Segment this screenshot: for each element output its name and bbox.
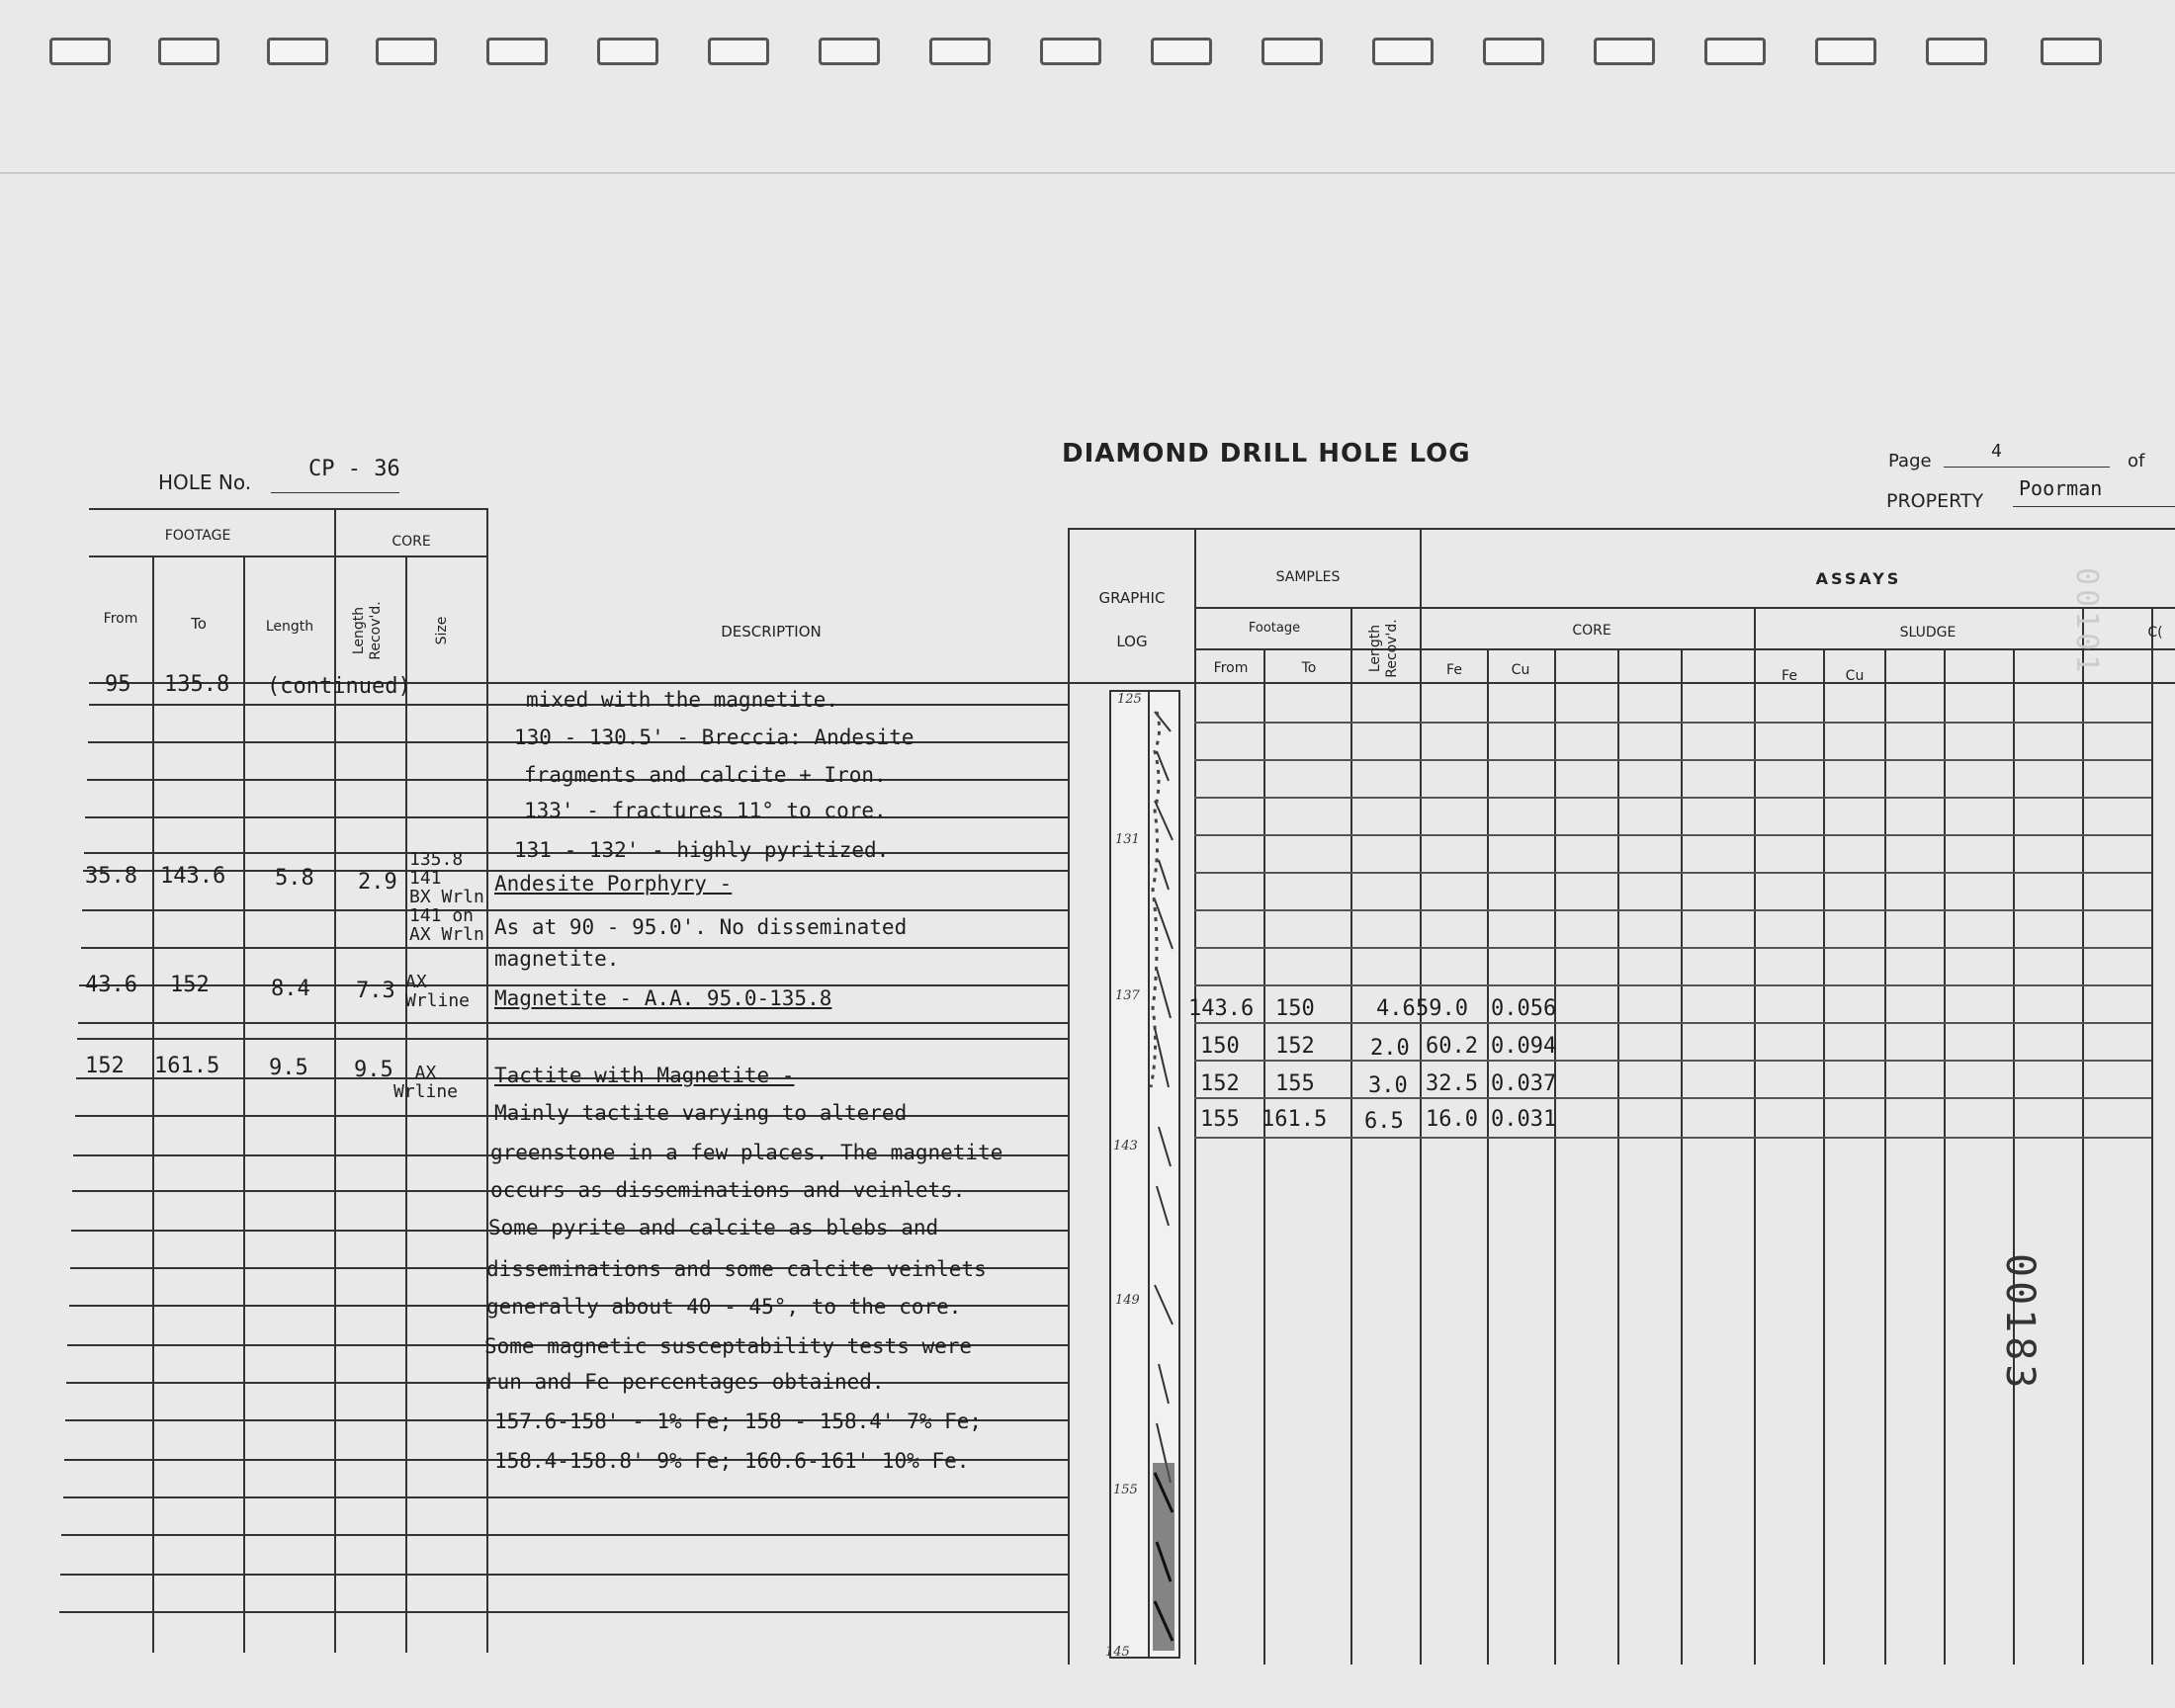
sample-to: 150	[1275, 996, 1315, 1021]
binder-punch-hole	[708, 38, 769, 65]
column-line	[1554, 648, 1556, 1665]
assay-cu: 0.031	[1491, 1107, 1557, 1132]
length-recovered-header: Length Recov'd.	[351, 601, 384, 660]
assay-row-line	[1194, 1137, 2151, 1139]
binder-punch-hole	[267, 38, 328, 65]
description-line: As at 90 - 95.0'. No disseminated	[494, 915, 908, 939]
assay-row-line	[1194, 759, 2151, 761]
assay-row-line	[1194, 872, 2151, 874]
column-line	[1681, 648, 1683, 1665]
column-line	[243, 555, 245, 1653]
samples-subheader-line	[1196, 607, 1422, 609]
sample-length: 4.6	[1376, 996, 1416, 1021]
page-label: Page	[1888, 451, 1932, 471]
column-line	[152, 555, 154, 1653]
column-line	[1944, 648, 1946, 1665]
interval-length: 5.8	[275, 866, 314, 891]
interval-length: (continued)	[267, 674, 411, 699]
assay-fe: 60.2	[1426, 1034, 1478, 1059]
column-line	[2013, 648, 2015, 1665]
description-line: Mainly tactite varying to altered	[494, 1101, 908, 1125]
interval-length: 9.5	[269, 1056, 308, 1080]
binder-punch-hole	[49, 38, 111, 65]
interval-from: 43.6	[85, 973, 137, 997]
assay-cu: 0.094	[1491, 1034, 1557, 1059]
sample-length: 6.5	[1364, 1109, 1404, 1134]
page-of-label: of	[2128, 451, 2145, 471]
description-line: 133' - fractures 11° to core.	[524, 799, 887, 822]
binder-punch-hole	[1926, 38, 1987, 65]
column-line	[1754, 607, 1756, 1665]
interval-from: 152	[85, 1054, 125, 1078]
core-header: CORE	[392, 534, 431, 550]
description-line: occurs as disseminations and veinlets.	[490, 1178, 966, 1202]
assay-fe-header: Fe	[1446, 662, 1462, 678]
interval-recovered: 2.9	[358, 870, 397, 895]
sample-to: 152	[1275, 1034, 1315, 1059]
interval-to: 143.6	[160, 864, 226, 889]
length-header: Length	[265, 619, 314, 635]
table-top-border	[89, 508, 488, 510]
table-top-border	[1068, 528, 2175, 530]
interval-from: 95	[105, 672, 131, 697]
property-underline	[2013, 506, 2175, 507]
interval-from: 35.8	[85, 864, 137, 889]
property-value: Poorman	[2019, 476, 2103, 500]
binder-punch-hole	[2041, 38, 2102, 65]
binder-punch-hole	[819, 38, 880, 65]
assay-fe: 16.0	[1426, 1107, 1478, 1132]
graphic-depth-label: 131	[1115, 832, 1140, 847]
description-line: 157.6-158' - 1% Fe; 158 - 158.4' 7% Fe;	[494, 1409, 983, 1433]
binder-punch-hole	[1151, 38, 1212, 65]
binder-punch-hole	[1704, 38, 1766, 65]
description-line: 131 - 132' - highly pyritized.	[514, 838, 890, 862]
ruled-row-line	[63, 1496, 1068, 1498]
description-line: disseminations and some calcite veinlets	[486, 1257, 987, 1281]
column-line	[1263, 648, 1265, 1665]
binder-punch-hole	[1815, 38, 1876, 65]
assays-header: ASSAYS	[1815, 569, 1902, 588]
description-unit-heading: Tactite with Magnetite -	[494, 1064, 795, 1087]
column-line	[2082, 607, 2084, 1665]
description-line: generally about 40 - 45°, to the core.	[486, 1295, 962, 1319]
samples-header: SAMPLES	[1275, 569, 1341, 585]
assay-cu: 0.037	[1491, 1071, 1557, 1096]
column-line	[1350, 607, 1352, 1665]
description-line: run and Fe percentages obtained.	[484, 1370, 885, 1394]
column-line	[1194, 528, 1196, 1665]
sheet-tear-line	[0, 172, 2175, 174]
column-line	[405, 555, 407, 1653]
binder-punch-hole	[486, 38, 548, 65]
assay-subheader-line	[1422, 607, 2175, 609]
interval-size: AX Wrline	[405, 972, 471, 1011]
samples-length-header: Length Recov'd.	[1367, 619, 1400, 678]
binder-punch-hole	[1594, 38, 1655, 65]
binder-punch-hole	[158, 38, 219, 65]
assay-row-line	[1194, 834, 2151, 836]
description-header: DESCRIPTION	[721, 623, 822, 640]
column-line	[2151, 607, 2153, 1665]
ruled-row-line	[78, 1022, 1068, 1024]
interval-to: 135.8	[164, 672, 230, 697]
graphic-depth-label: 125	[1117, 692, 1142, 707]
sludge-cu-header: Cu	[1845, 668, 1865, 684]
assay-row-line	[1194, 722, 2151, 724]
description-unit-heading: Andesite Porphyry -	[494, 872, 733, 896]
description-line: 130 - 130.5' - Breccia: Andesite	[514, 726, 914, 749]
cut-off-header: C(	[2147, 625, 2163, 640]
graphic-depth-label: 155	[1113, 1483, 1138, 1497]
samples-from-header: From	[1213, 660, 1249, 676]
graphic-depth-label: 145	[1105, 1645, 1130, 1660]
interval-length: 8.4	[271, 977, 310, 1001]
page-title: DIAMOND DRILL HOLE LOG	[1062, 439, 1471, 469]
description-line: mixed with the magnetite.	[526, 688, 839, 712]
hole-number-underline	[271, 492, 399, 493]
hole-number-label: HOLE No.	[158, 470, 252, 494]
footage-header: FOOTAGE	[164, 528, 231, 544]
sample-to: 161.5	[1262, 1107, 1328, 1132]
to-header: To	[191, 615, 207, 633]
assay-row-line	[1194, 1097, 2151, 1099]
sample-from: 150	[1200, 1034, 1240, 1059]
document-number-stamp-faint: 00101	[2069, 567, 2104, 677]
assay-row-line	[1194, 947, 2151, 949]
description-line: Some magnetic susceptability tests were	[484, 1334, 973, 1358]
assay-subheader-line	[1196, 648, 2175, 650]
assay-fe: 32.5	[1426, 1071, 1478, 1096]
ruled-row-line	[59, 1611, 1068, 1613]
description-unit-heading: Magnetite - A.A. 95.0-135.8	[494, 986, 832, 1010]
description-line: magnetite.	[494, 947, 620, 971]
ruled-row-line	[61, 1534, 1068, 1536]
graphic-depth-label: 137	[1115, 988, 1140, 1003]
binder-punch-hole	[1483, 38, 1544, 65]
sample-from: 152	[1200, 1071, 1240, 1096]
column-line	[1068, 528, 1070, 1665]
sample-from: 155	[1200, 1107, 1240, 1132]
column-line	[1617, 648, 1619, 1665]
assay-fe: 59.0	[1416, 996, 1468, 1021]
column-line	[1884, 648, 1886, 1665]
samples-to-header: To	[1301, 660, 1317, 676]
ruled-row-line	[60, 1574, 1068, 1576]
graphic-header: GRAPHIC	[1098, 589, 1166, 607]
description-line: Some pyrite and calcite as blebs and	[488, 1216, 939, 1239]
sample-length: 3.0	[1368, 1073, 1408, 1098]
sample-to: 155	[1275, 1071, 1315, 1096]
column-line	[1823, 648, 1825, 1665]
interval-to: 161.5	[154, 1054, 220, 1078]
binder-punch-hole	[1372, 38, 1434, 65]
assay-cu: 0.056	[1491, 996, 1557, 1021]
interval-size: 135.8 141 BX Wrln 141 on AX Wrln	[409, 849, 484, 945]
footage-core-divider	[89, 555, 488, 557]
property-label: PROPERTY	[1886, 490, 1984, 512]
graphic-depth-label: 143	[1113, 1139, 1138, 1153]
size-header: Size	[434, 616, 450, 645]
interval-recovered: 9.5	[354, 1058, 393, 1082]
ruled-row-line	[77, 1038, 1068, 1040]
binder-punch-hole	[1040, 38, 1101, 65]
assay-row-line	[1194, 909, 2151, 911]
page-number: 4	[1991, 441, 2002, 462]
binder-punch-hole	[597, 38, 658, 65]
hole-number-value: CP - 36	[308, 457, 400, 481]
column-line	[1487, 648, 1489, 1665]
sample-from: 143.6	[1188, 996, 1255, 1021]
binder-punch-hole	[376, 38, 437, 65]
assay-row-line	[1194, 1060, 2151, 1062]
assay-sludge-header: SLUDGE	[1899, 625, 1957, 640]
description-line: 158.4-158.8' 9% Fe; 160.6-161' 10% Fe.	[494, 1449, 970, 1473]
assay-cu-header: Cu	[1511, 662, 1530, 678]
graphic-depth-label: 149	[1115, 1293, 1140, 1308]
binder-punch-hole	[1262, 38, 1323, 65]
ruled-row-line	[82, 909, 1068, 911]
description-line: greenstone in a few places. The magnetite	[490, 1141, 1003, 1164]
samples-footage-header: Footage	[1248, 621, 1301, 636]
sample-length: 2.0	[1370, 1036, 1410, 1061]
assay-core-header: CORE	[1572, 623, 1611, 639]
binder-punch-hole	[929, 38, 991, 65]
interval-size: AX Wrline	[393, 1063, 459, 1102]
column-line	[486, 508, 488, 1653]
assay-row-line	[1194, 797, 2151, 799]
log-header: LOG	[1116, 633, 1148, 650]
description-line: fragments and calcite + Iron.	[524, 763, 887, 787]
assay-row-line	[1194, 984, 2151, 986]
interval-to: 152	[170, 973, 210, 997]
page-number-underline	[1944, 467, 2110, 468]
from-header: From	[103, 611, 138, 627]
document-number-stamp: 00183	[1997, 1253, 2043, 1393]
interval-recovered: 7.3	[356, 979, 395, 1003]
column-line	[1420, 528, 1422, 1665]
sludge-fe-header: Fe	[1782, 668, 1797, 684]
assay-row-line	[1194, 1022, 2151, 1024]
